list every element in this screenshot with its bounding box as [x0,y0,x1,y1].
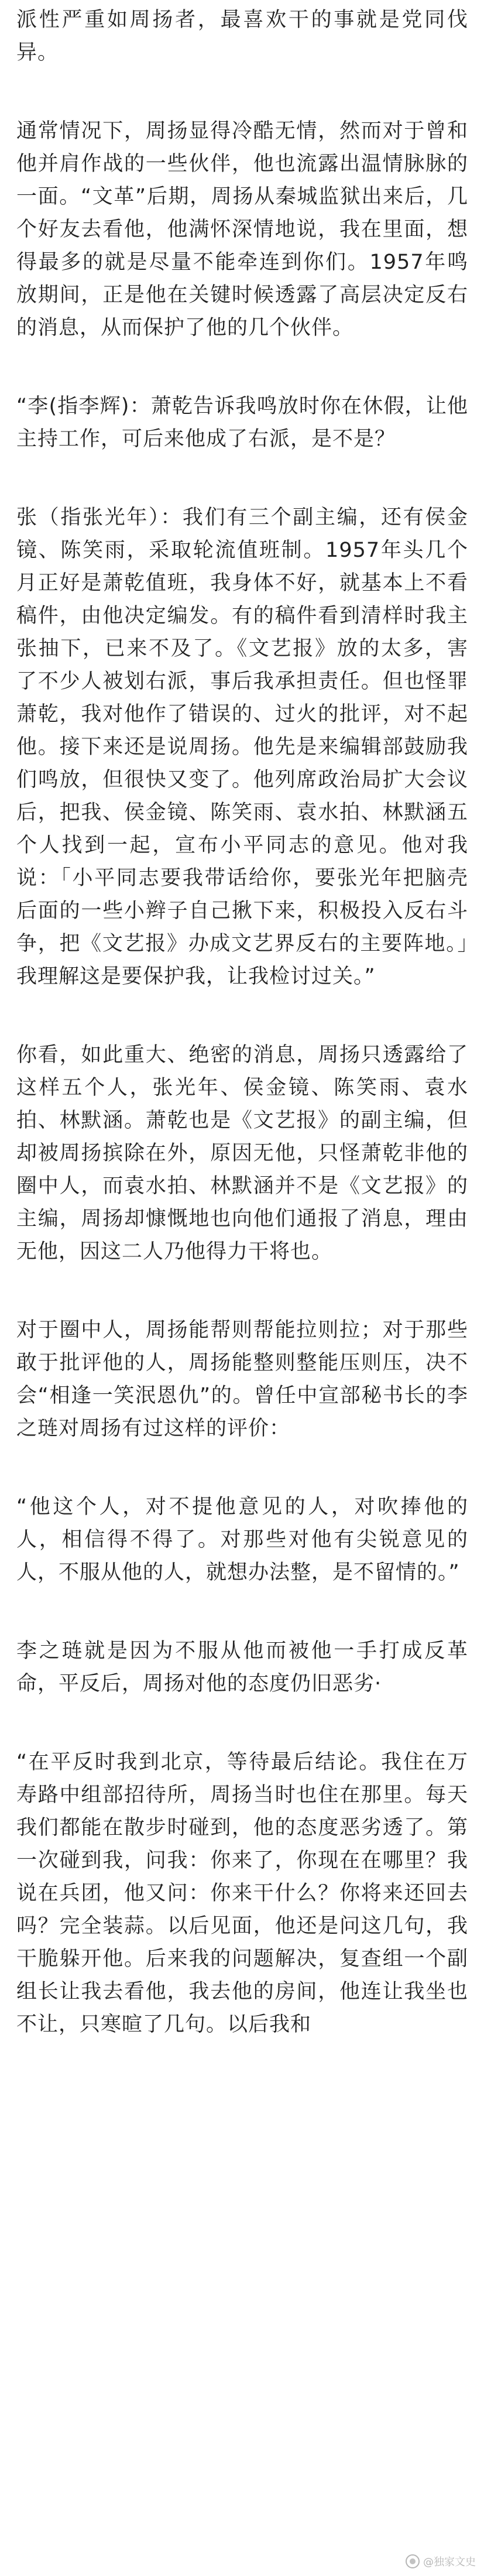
paragraph: 你看，如此重大、绝密的消息，周扬只透露给了这样五个人，张光年、侯金镜、陈笑雨、袁水拍、林默涵。萧乾也是《文艺报》的副主编，但却被周扬摈除在外，原因无他，只怪萧乾非他的圈中人，而袁水拍、林默涵并不是《文艺报》的主编，周扬却慷慨地也向他们通报了消息，理由无他，因这二人乃他得力干将也。 [16,1043,468,1263]
article-body [16,4,468,2041]
paragraph-quote: “他这个人，对不提他意见的人，对吹捧他的人，相信得不得了。对那些对他有尖锐意见的人，不服从他的人，就想办法整，是不留情的。” [16,1495,468,1584]
paragraph-quote: “李(指李辉)：萧乾告诉我鸣放时你在休假，让他主持工作，可后来他成了右派，是不是？ [16,395,468,451]
paragraph: 派性严重如周扬者，最喜欢干的事就是党同伐异。 [16,8,468,64]
paragraph: 李之琏就是因为不服从他而被他一手打成反革命，平反后，周扬对他的态度仍旧恶劣· [16,1639,468,1695]
weibo-logo-icon [406,2554,420,2568]
paragraph: 张（指张光年）：我们有三个副主编，还有侯金镜、陈笑雨，采取轮流值班制。1957年头几个月正好是萧乾值班，我身体不好，就基本上不看稿件，由他决定编发。有的稿件看到清样时我主张抽下，已来不及了。《文艺报》放的太多，害了不少人被划右派，事后我承担责任。但也怪罪萧乾，我对他作了错误的、过火的批评，对不起他。接下来还是说周扬。他先是来编辑部鼓励我们鸣放，但很快又变了。他列席政治局扩大会议后，把我、侯金镜、陈笑雨、袁水拍、林默涵五个人找到一起，宣布小平同志的意见。他对我说：「小平同志要我带话给你，要张光年把脑壳后面的一些小辫子自己揪下来，积极投入反右斗争，把《文艺报》办成文艺界反右的主要阵地。」我理解这是要保护我，让我检讨过关。” [16,506,468,988]
watermark [406,2554,476,2569]
paragraph-quote: “在平反时我到北京，等待最后结论。我住在万寿路中组部招待所，周扬当时也住在那里。每天我们都能在散步时碰到，他的态度恶劣透了。第一次碰到我，问我：你来了，你现在在哪里？我说在兵团，他又问：你来干什么？你将来还回去吗？完全装蒜。以后见面，他还是问这几句，我干脆躲开他。后来我的问题解决，复查组一个副组长让我去看他，我去他的房间，他连让我坐也不让，只寒暄了几句。以后我和 [16,1751,468,2036]
paragraph: 对于圈中人，周扬能帮则帮能拉则拉；对于那些敢于批评他的人，周扬能整则整能压则压，决不会“相逢一笑泯恩仇”的。曾任中宣部秘书长的李之琏对周扬有过这样的评价： [16,1318,468,1440]
watermark-text: @独家文史 [423,2556,476,2568]
paragraph: 通常情况下，周扬显得冷酷无情，然而对于曾和他并肩作战的一些伙伴，他也流露出温情脉脉的一面。“文革”后期，周扬从秦城监狱出来后，几个好友去看他，他满怀深情地说，我在里面，想得最多的就是尽量不能牵连到你们。1957年鸣放期间，正是他在关键时候透露了高层决定反右的消息，从而保护了他的几个伙伴。 [16,119,468,340]
